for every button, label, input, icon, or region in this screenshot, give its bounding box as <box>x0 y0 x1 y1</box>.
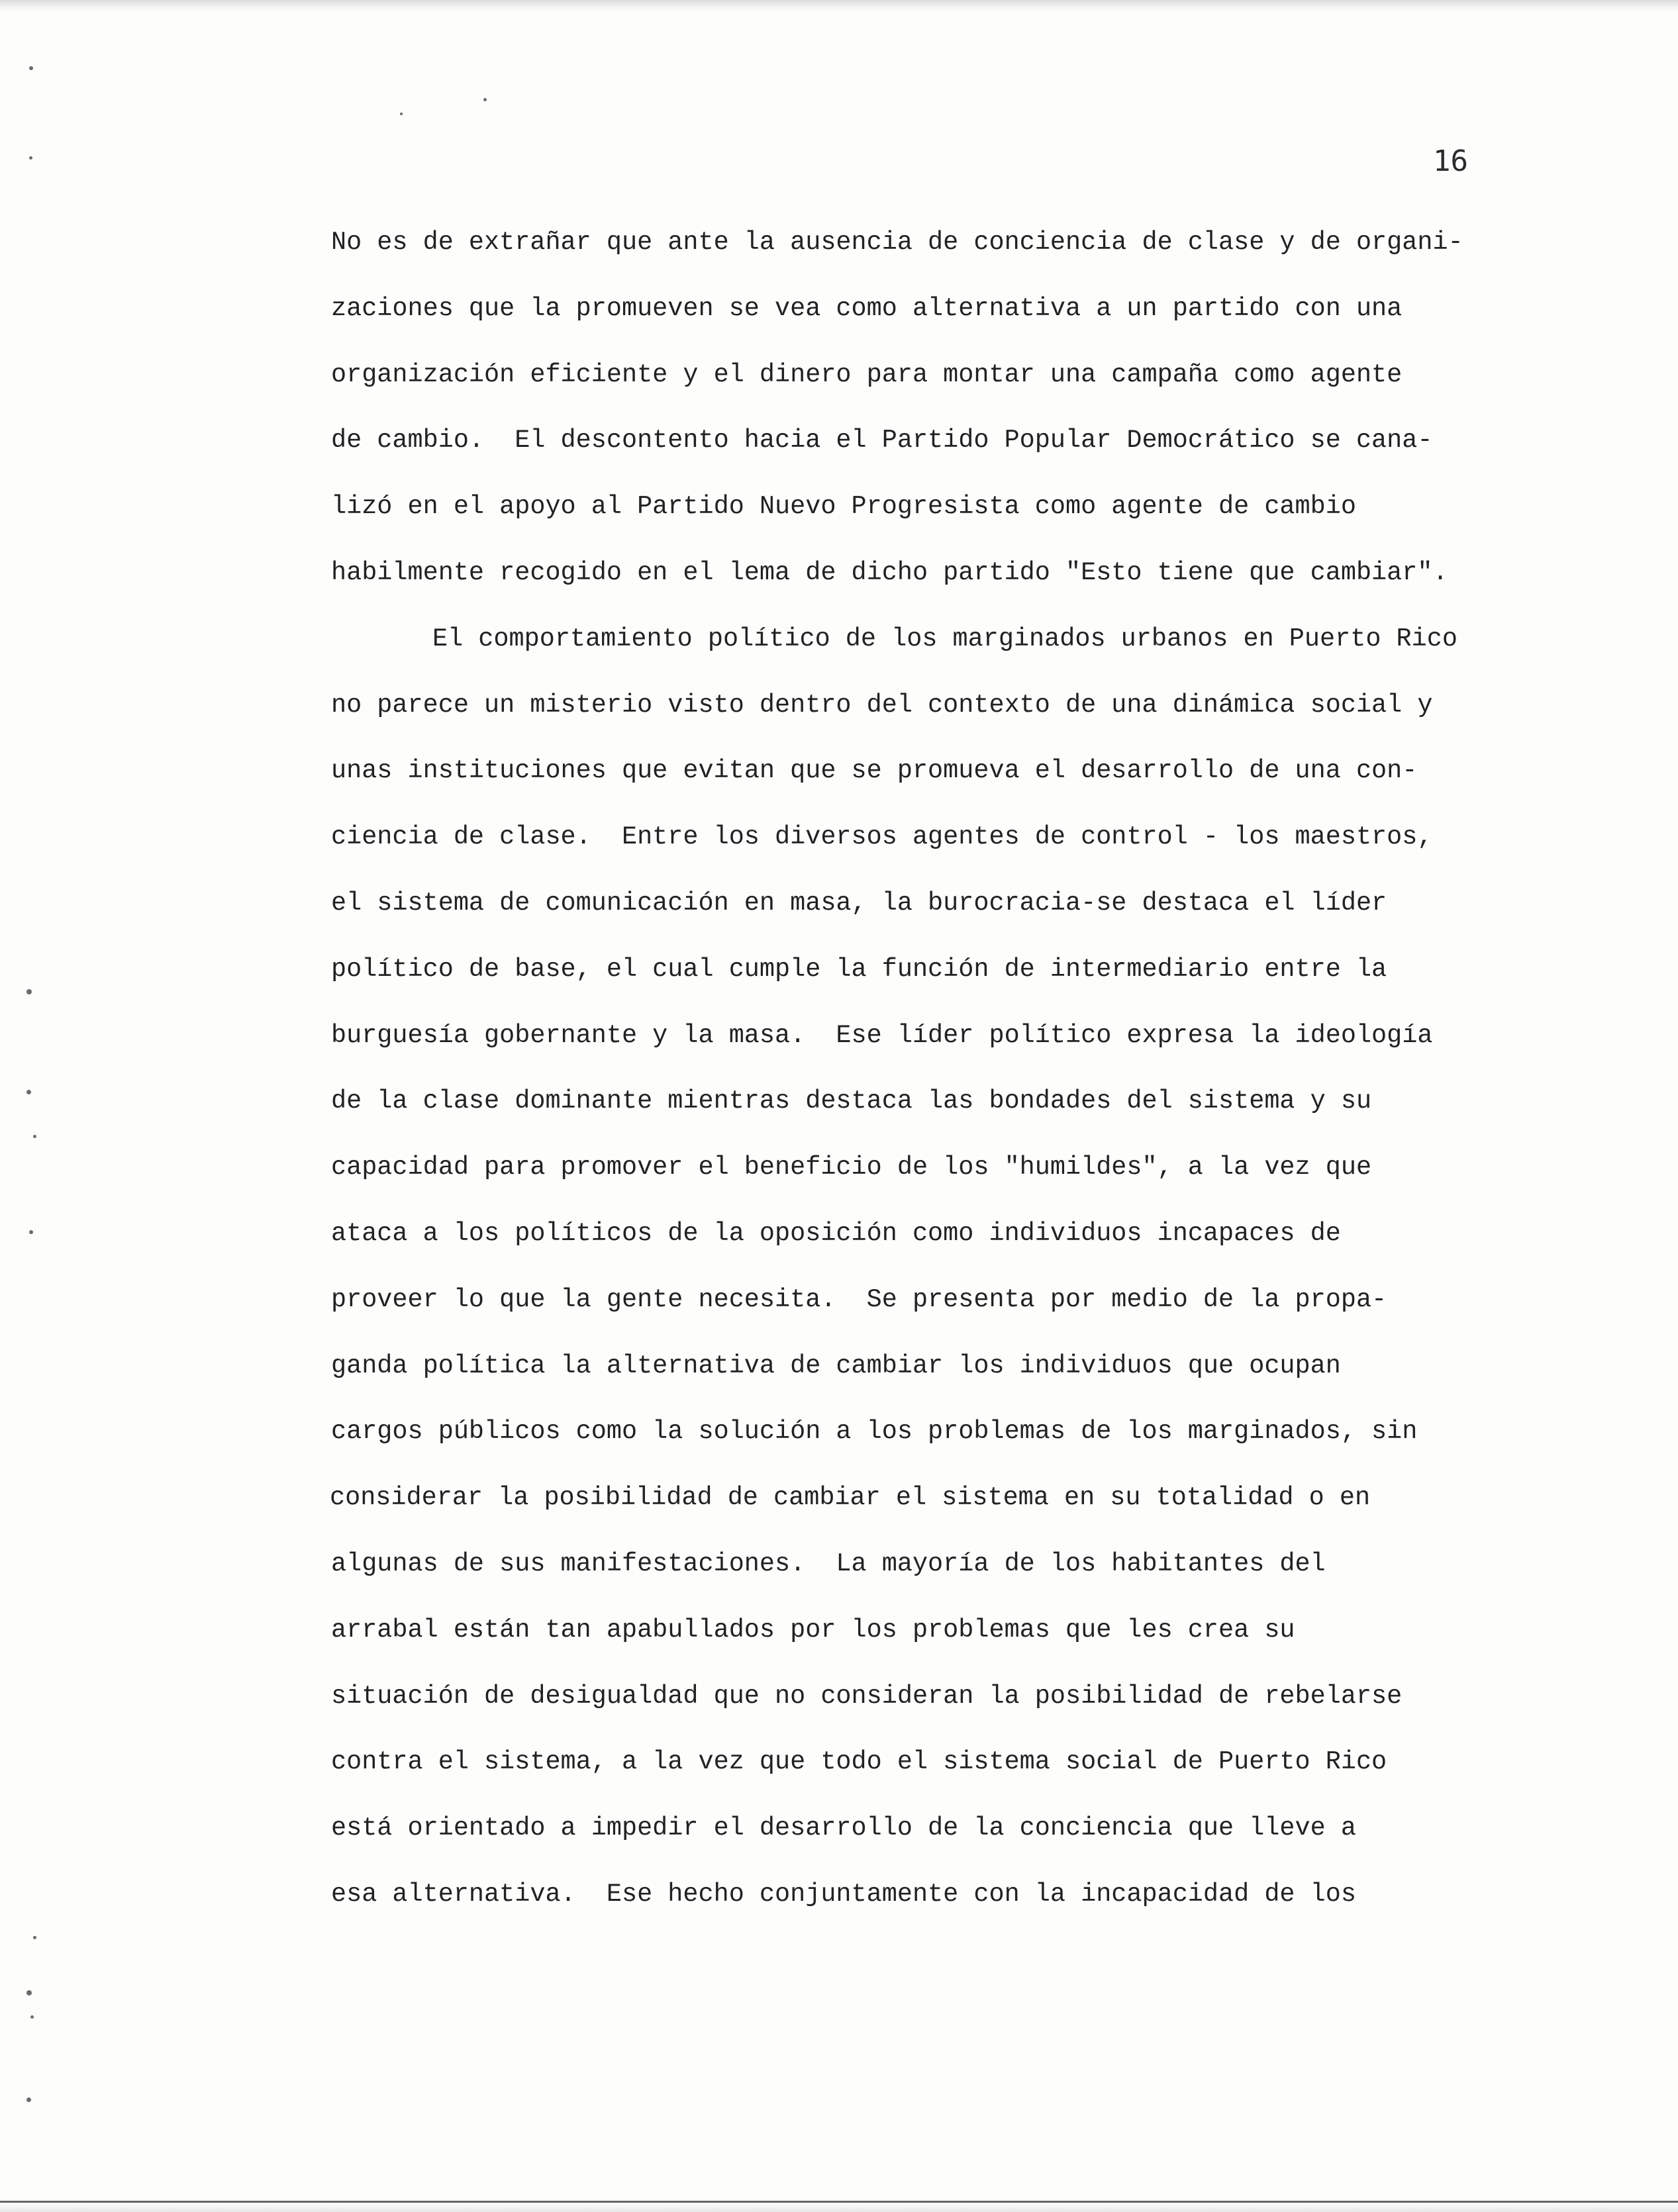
text-line: unas instituciones que evitan que se promueva el desarrollo de una con- <box>331 756 1418 786</box>
text-line: contra el sistema, a la vez que todo el sistema social de Puerto Rico <box>331 1747 1387 1777</box>
scan-speck <box>26 1090 31 1094</box>
text-line: proveer lo que la gente necesita. Se presenta por medio de la propa- <box>331 1284 1387 1314</box>
text-line: No es de extrañar que ante la ausencia de conciencia de clase y de organi- <box>331 228 1463 257</box>
text-line: situación de desigualdad que no consideran la posibilidad de rebelarse <box>331 1681 1403 1711</box>
scan-speck <box>33 1135 36 1138</box>
text-line: de la clase dominante mientras destaca las bondades del sistema y su <box>331 1086 1372 1116</box>
text-line: no parece un misterio visto dentro del contexto de una dinámica social y <box>331 690 1433 720</box>
text-line: arrabal están tan apabullados por los problemas que les crea su <box>331 1615 1295 1645</box>
text-line: cargos públicos como la solución a los problemas de los marginados, sin <box>331 1417 1418 1447</box>
scan-speck <box>30 2015 34 2019</box>
scan-speck <box>29 1230 33 1234</box>
text-line-paragraph-start: El comportamiento político de los marginados urbanos en Puerto Rico <box>432 624 1457 653</box>
text-line: organización eficiente y el dinero para montar una campaña como agente <box>331 360 1403 389</box>
text-line: ataca a los políticos de la oposición como individuos incapaces de <box>331 1218 1341 1248</box>
scan-speck <box>26 2097 31 2102</box>
text-line: burguesía gobernante y la masa. Ese líder político expresa la ideología <box>331 1020 1433 1050</box>
scan-speck <box>33 1936 36 1939</box>
text-line: capacidad para promover el beneficio de los "humildes", a la vez que <box>331 1153 1372 1182</box>
text-line: habilmente recogido en el lema de dicho partido "Esto tiene que cambiar". <box>331 557 1448 587</box>
scan-speck <box>29 66 33 70</box>
text-line: considerar la posibilidad de cambiar el sistema en su totalidad o en <box>330 1483 1371 1513</box>
text-line: zaciones que la promueven se vea como alternativa a un partido con una <box>331 293 1403 323</box>
text-line: lizó en el apoyo al Partido Nuevo Progresista como agente de cambio <box>331 492 1356 522</box>
scan-speck <box>26 989 32 994</box>
text-line: político de base, el cual cumple la función de intermediario entre la <box>331 954 1387 984</box>
text-line: algunas de sus manifestaciones. La mayoría de los habitantes del <box>331 1549 1326 1578</box>
text-line: ganda política la alternativa de cambiar los individuos que ocupan <box>331 1351 1341 1380</box>
page-number: 16 <box>1433 144 1468 178</box>
scan-bottom-edge <box>0 2203 1678 2212</box>
text-line: esa alternativa. Ese hecho conjuntamente con la incapacidad de los <box>331 1879 1356 1909</box>
scan-top-edge <box>0 0 1678 12</box>
text-line: de cambio. El descontento hacia el Partido Popular Democrático se cana- <box>331 426 1433 456</box>
text-line: ciencia de clase. Entre los diversos agentes de control - los maestros, <box>331 822 1433 852</box>
scan-speck <box>29 156 32 160</box>
scan-speck <box>26 1990 32 1996</box>
text-line: está orientado a impedir el desarrollo de la conciencia que lleve a <box>331 1813 1356 1843</box>
scan-speck <box>400 113 403 115</box>
scan-speck <box>483 98 487 101</box>
text-line: el sistema de comunicación en masa, la burocracia-se destaca el líder <box>331 888 1387 918</box>
body-text <box>331 222 1583 1941</box>
